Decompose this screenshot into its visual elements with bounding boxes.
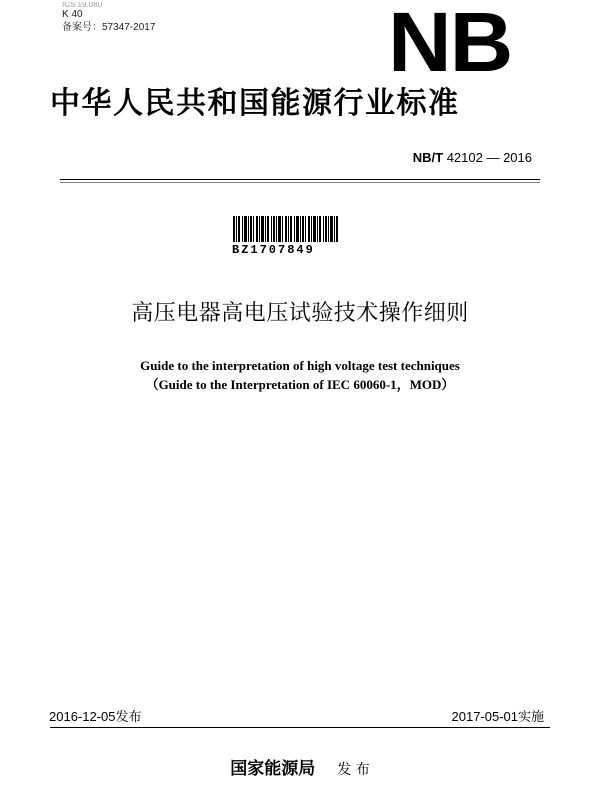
barcode-icon bbox=[233, 216, 339, 242]
nb-logo: NB bbox=[388, 0, 512, 89]
english-title-line-1: Guide to the interpretation of high voltage test techniques bbox=[140, 358, 460, 373]
issue-date: 2016-12-05发布 bbox=[49, 709, 142, 724]
footer-divider bbox=[50, 727, 550, 728]
english-title bbox=[0, 356, 600, 394]
header-divider bbox=[60, 179, 540, 180]
standard-number bbox=[413, 150, 532, 165]
publisher-name: 国家能源局 bbox=[230, 759, 316, 779]
header-divider-shadow bbox=[60, 182, 540, 183]
standard-code: 42102 — 2016 bbox=[446, 150, 532, 165]
ics-code: ICS 19.080 bbox=[62, 2, 103, 8]
publisher-line bbox=[0, 754, 600, 779]
industry-standard-title: 中华人民共和国能源行业标准 bbox=[50, 86, 460, 121]
standard-prefix: NB/T bbox=[412, 150, 444, 165]
ccs-code: K 40 bbox=[62, 9, 83, 20]
publisher-action: 发 布 bbox=[337, 762, 370, 778]
english-title-line-2: （Guide to the Interpretation of IEC 60060-1，MOD） bbox=[145, 377, 455, 392]
record-number: 备案号：57347-2017 bbox=[62, 22, 156, 33]
chinese-title: 高压电器高电压试验技术操作细则 bbox=[131, 301, 469, 326]
classification-codes bbox=[62, 2, 155, 34]
implementation-date: 2017-05-01实施 bbox=[451, 709, 544, 724]
barcode-number: BZ1707849 bbox=[232, 243, 315, 257]
